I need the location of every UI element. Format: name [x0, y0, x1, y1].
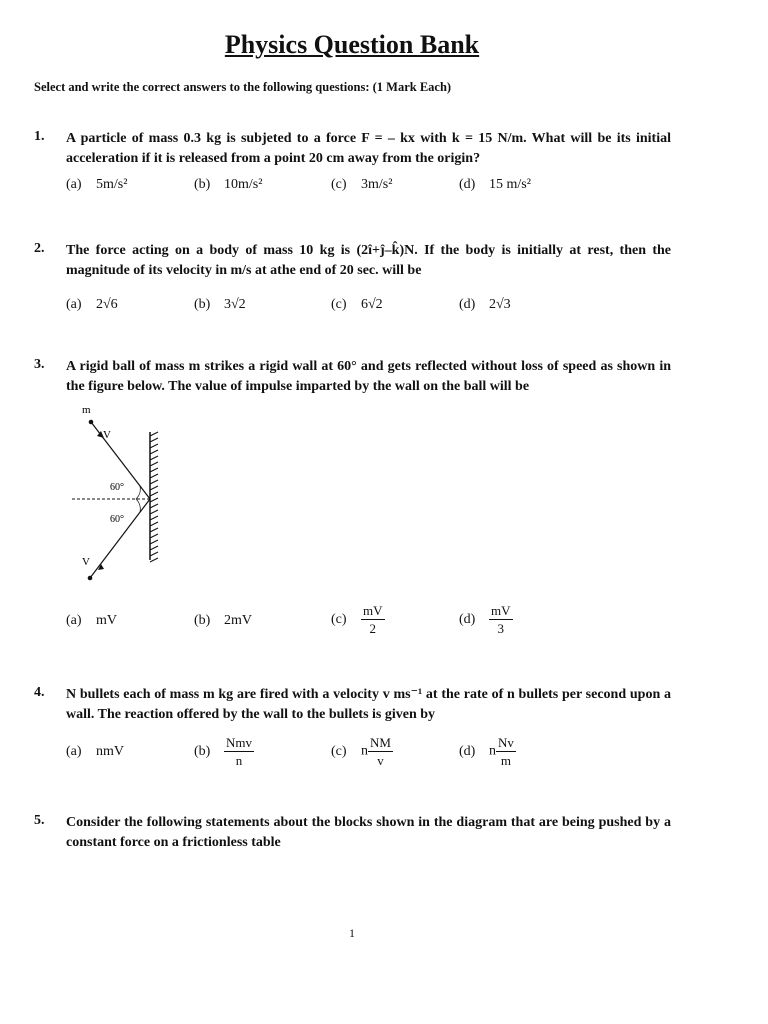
option-c: (c) $\frac{mV}{2}$ [331, 603, 383, 636]
reflected-path [90, 499, 150, 578]
question-number: 2. [34, 241, 45, 256]
ball-initial [89, 420, 94, 425]
option-d: (d) 15 m/s² [459, 177, 531, 192]
question-text: The force acting on a body of mass 10 kg is (2î+ĵ–k̂)N. If the body is initially at rest, then the magnitude of its velocity in m/s at athe end of 20 sec. will be [66, 243, 671, 278]
question-text: A rigid ball of mass m strikes a rigid wall at 60° and gets reflected without loss of speed as shown in the figure below. The value of impulse imparted by the wall on the ball will be [66, 359, 671, 394]
angle-label-bottom: 60° [110, 514, 124, 525]
question-text: A particle of mass 0.3 kg is subjeted to a force F = – kx with k = 15 N/m. What will be its initial acceleration if it is released from a point 20 cm away from the origin? [66, 131, 671, 166]
angle-arc-top [136, 486, 140, 499]
option-c: (c) 3m/s² [331, 177, 393, 192]
option-b: (b) $\frac{\text{Nmv}}{n}$ [194, 735, 252, 768]
velocity-label-bottom: V [82, 556, 90, 568]
option-c: (c) n $\frac{NM}{v}$ [331, 735, 391, 768]
option-b: (b) 3√2 [194, 297, 246, 312]
fraction: $\frac{NM}{v}$ [370, 735, 391, 768]
question-number: 4. [34, 685, 45, 700]
fraction: $\frac{Nv}{m}$ [498, 735, 514, 768]
fraction: $\frac{mV}{3}$ [491, 603, 511, 636]
angle-label-top: 60° [110, 482, 124, 493]
option-a: (a) mV [66, 613, 117, 628]
question-number: 1. [34, 129, 45, 144]
option-b: (b) 2mV [194, 613, 252, 628]
page-title: Physics Question Bank [224, 30, 480, 59]
option-d: (d) n $\frac{Nv}{m}$ [459, 735, 514, 768]
reflection-diagram [60, 400, 180, 590]
question-text: Consider the following statements about the blocks shown in the diagram that are being pushed by a constant force on a frictionless table [66, 815, 671, 850]
instructions: Select and write the correct answers to the following questions: (1 Mark Each) [34, 80, 452, 94]
ball-final [88, 576, 93, 581]
option-a: (a) 2√6 [66, 297, 118, 312]
option-a: (a) nmV [66, 744, 124, 759]
velocity-label-top: V [103, 429, 111, 441]
wall-hatching [150, 432, 158, 562]
fraction: $\frac{mV}{2}$ [363, 603, 383, 636]
option-d: (d) $\frac{mV}{3}$ [459, 603, 511, 636]
page-number: 1 [349, 926, 355, 940]
option-d: (d) 2√3 [459, 297, 511, 312]
mass-label: m [82, 404, 91, 416]
option-c: (c) 6√2 [331, 297, 383, 312]
option-a: (a) 5m/s² [66, 177, 128, 192]
question-number: 3. [34, 357, 45, 372]
option-b: (b) 10m/s² [194, 177, 263, 192]
question-number: 5. [34, 813, 45, 828]
fraction: $\frac{\text{Nmv}}{n}$ [226, 735, 252, 768]
angle-arc-bottom [136, 499, 140, 512]
question-text: N bullets each of mass m kg are fired with a velocity v ms⁻¹ at the rate of n bullets per second upon a wall. The reaction offered by the wall to the bullets is given by [66, 687, 671, 722]
